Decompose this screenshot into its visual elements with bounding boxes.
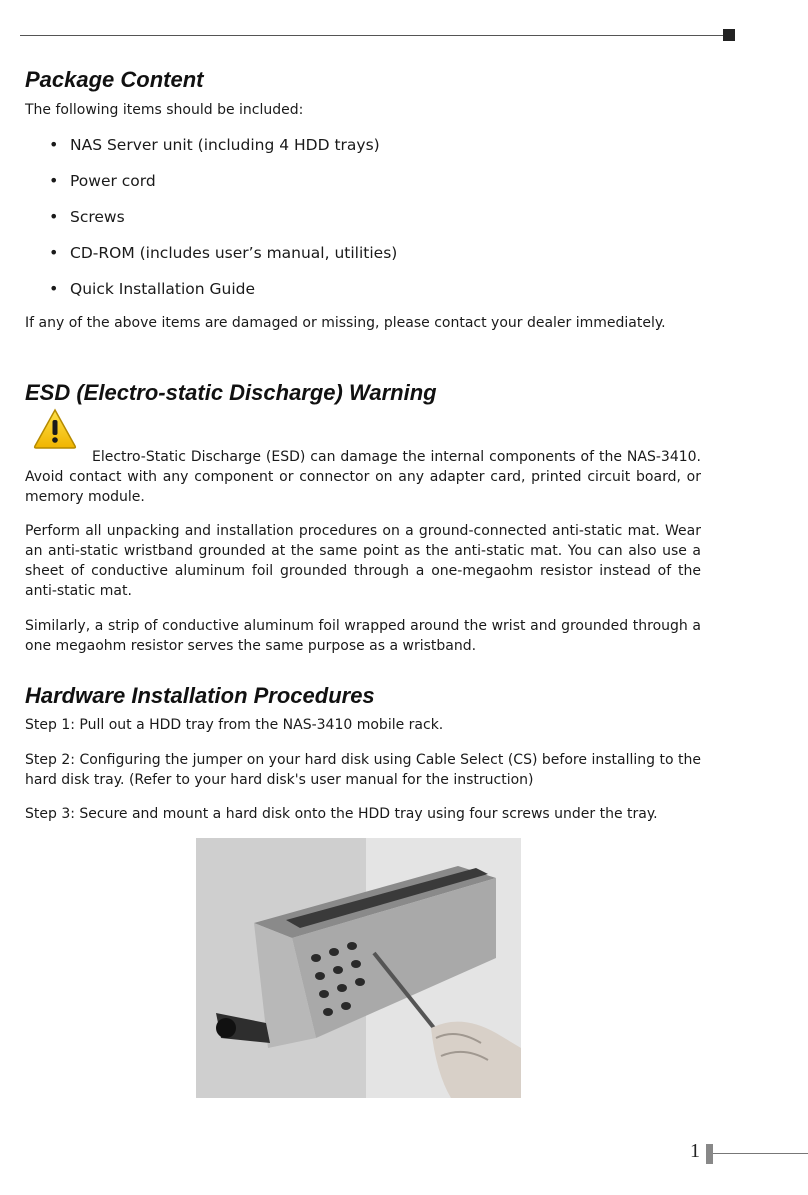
warning-triangle-icon xyxy=(33,408,77,450)
hdd-tray-photo xyxy=(196,838,521,1098)
package-intro: The following items should be included: xyxy=(25,102,304,118)
header-rule xyxy=(20,35,725,36)
list-item: • Quick Installation Guide xyxy=(25,279,397,315)
step-3: Step 3: Secure and mount a hard disk onto the HDD tray using four screws under the tray. xyxy=(25,806,658,822)
page-number-tab xyxy=(706,1144,713,1164)
list-item: • Screws xyxy=(25,207,397,243)
list-item: • Power cord xyxy=(25,171,397,207)
package-items-list xyxy=(25,135,397,315)
page-number: 1 xyxy=(690,1140,700,1162)
esd-paragraph-1: Electro-Static Discharge (ESD) can damage the internal components of the NAS-3410. Avoid contact with any component or connector on any adapter card, printed circuit board, or memory module. xyxy=(25,449,701,505)
list-item: • CD-ROM (includes user’s manual, utilities) xyxy=(25,243,397,279)
header-square-marker xyxy=(723,29,735,41)
step-2: Step 2: Configuring the jumper on your hard disk using Cable Select (CS) before installing to the hard disk tray. (Refer to your hard disk's user manual for the instruction) xyxy=(25,752,701,788)
step-1: Step 1: Pull out a HDD tray from the NAS-3410 mobile rack. xyxy=(25,717,444,733)
esd-paragraph-3: Similarly, a strip of conductive aluminum foil wrapped around the wrist and grounded through a one megaohm resistor serves the same purpose as a wristband. xyxy=(25,618,701,654)
esd-paragraph-2: Perform all unpacking and installation procedures on a ground-connected anti-static mat. Wear an anti-static wristband grounded at the same point as the anti-static mat. You can also use a sheet of conductive aluminum foil grounded through a one-megaohm resistor instead of the anti-static mat. xyxy=(25,523,701,599)
footer-rule xyxy=(713,1153,808,1154)
package-content-heading: Package Content xyxy=(25,67,204,92)
hardware-installation-heading: Hardware Installation Procedures xyxy=(25,683,375,708)
list-item: • NAS Server unit (including 4 HDD trays) xyxy=(25,135,397,171)
package-note: If any of the above items are damaged or missing, please contact your dealer immediately. xyxy=(25,315,666,331)
esd-warning-heading: ESD (Electro-static Discharge) Warning xyxy=(25,380,437,405)
